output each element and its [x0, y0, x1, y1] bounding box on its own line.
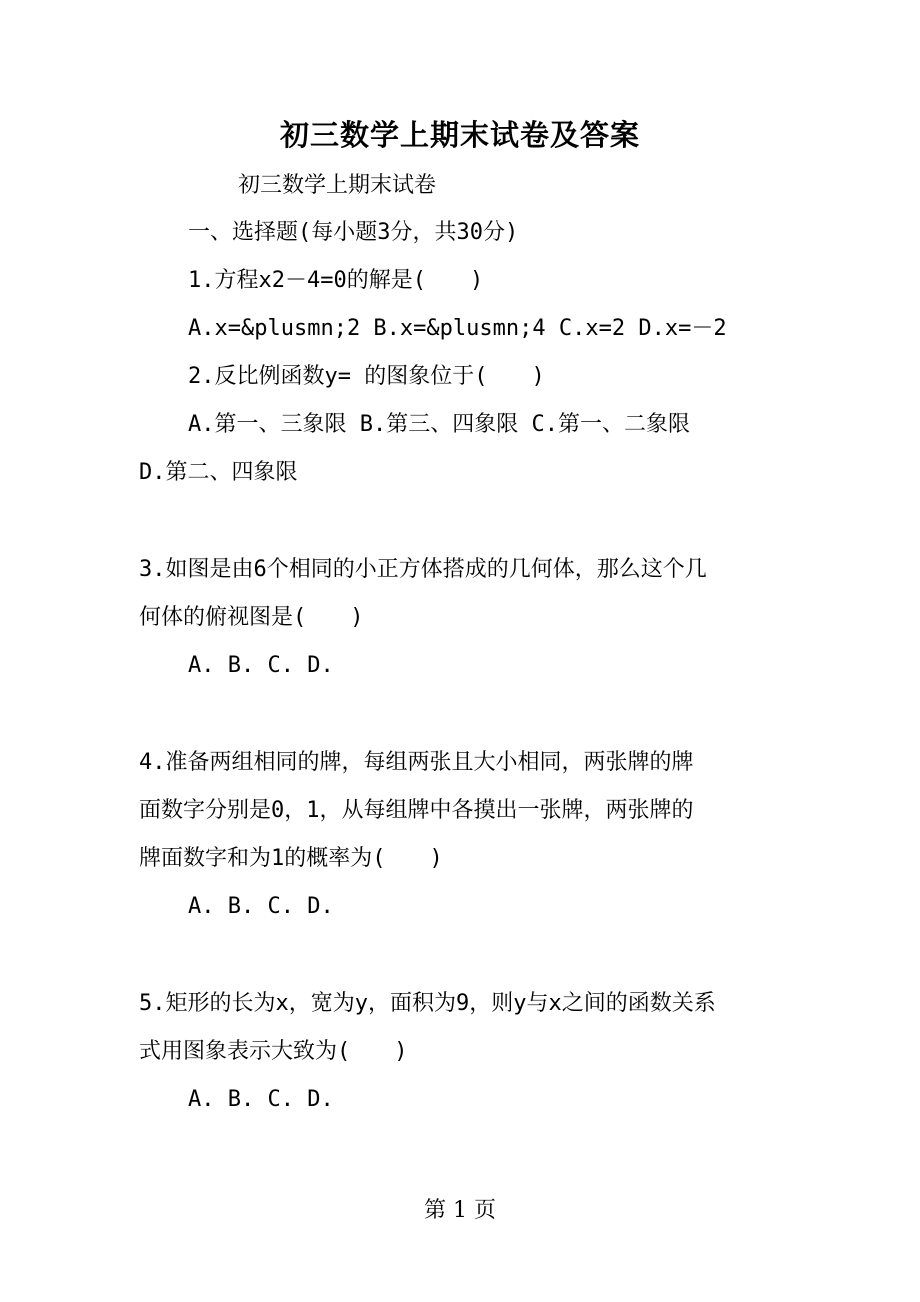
question-3-options: A. B. C. D. [188, 653, 334, 678]
question-2-options: A.第一、三象限 B.第三、四象限 C.第一、二象限 [188, 412, 690, 437]
exam-subtitle: 初三数学上期末试卷 [238, 173, 437, 198]
question-5-stem-continued: 式用图象表示大致为( ) [139, 1039, 408, 1064]
question-4-options: A. B. C. D. [188, 894, 334, 919]
section-heading: 一、选择题(每小题3分，共30分) [188, 220, 519, 245]
question-5-stem: 5.矩形的长为x，宽为y，面积为9，则y与x之间的函数关系 [139, 991, 716, 1016]
question-3-stem: 3.如图是由6个相同的小正方体搭成的几何体，那么这个几 [139, 557, 707, 582]
question-5-options: A. B. C. D. [188, 1087, 334, 1112]
question-4-stem-line-3: 牌面数字和为1的概率为( ) [139, 846, 443, 871]
question-3-stem-continued: 何体的俯视图是( ) [139, 605, 364, 630]
page-number: 第 1 页 [424, 1198, 496, 1223]
question-1-stem: 1.方程x2－4=0的解是( ) [188, 268, 484, 293]
question-4-stem-line-2: 面数字分别是0，1，从每组牌中各摸出一张牌，两张牌的 [139, 798, 694, 823]
question-4-stem: 4.准备两组相同的牌，每组两张且大小相同，两张牌的牌 [139, 750, 694, 775]
question-2-stem: 2.反比例函数y= 的图象位于( ) [188, 364, 545, 389]
document-title: 初三数学上期末试卷及答案 [279, 118, 640, 152]
question-2-options-continued: D.第二、四象限 [139, 460, 298, 485]
question-1-options: A.x=&plusmn;2 B.x=&plusmn;4 C.x=2 D.x=－2 [188, 316, 727, 341]
